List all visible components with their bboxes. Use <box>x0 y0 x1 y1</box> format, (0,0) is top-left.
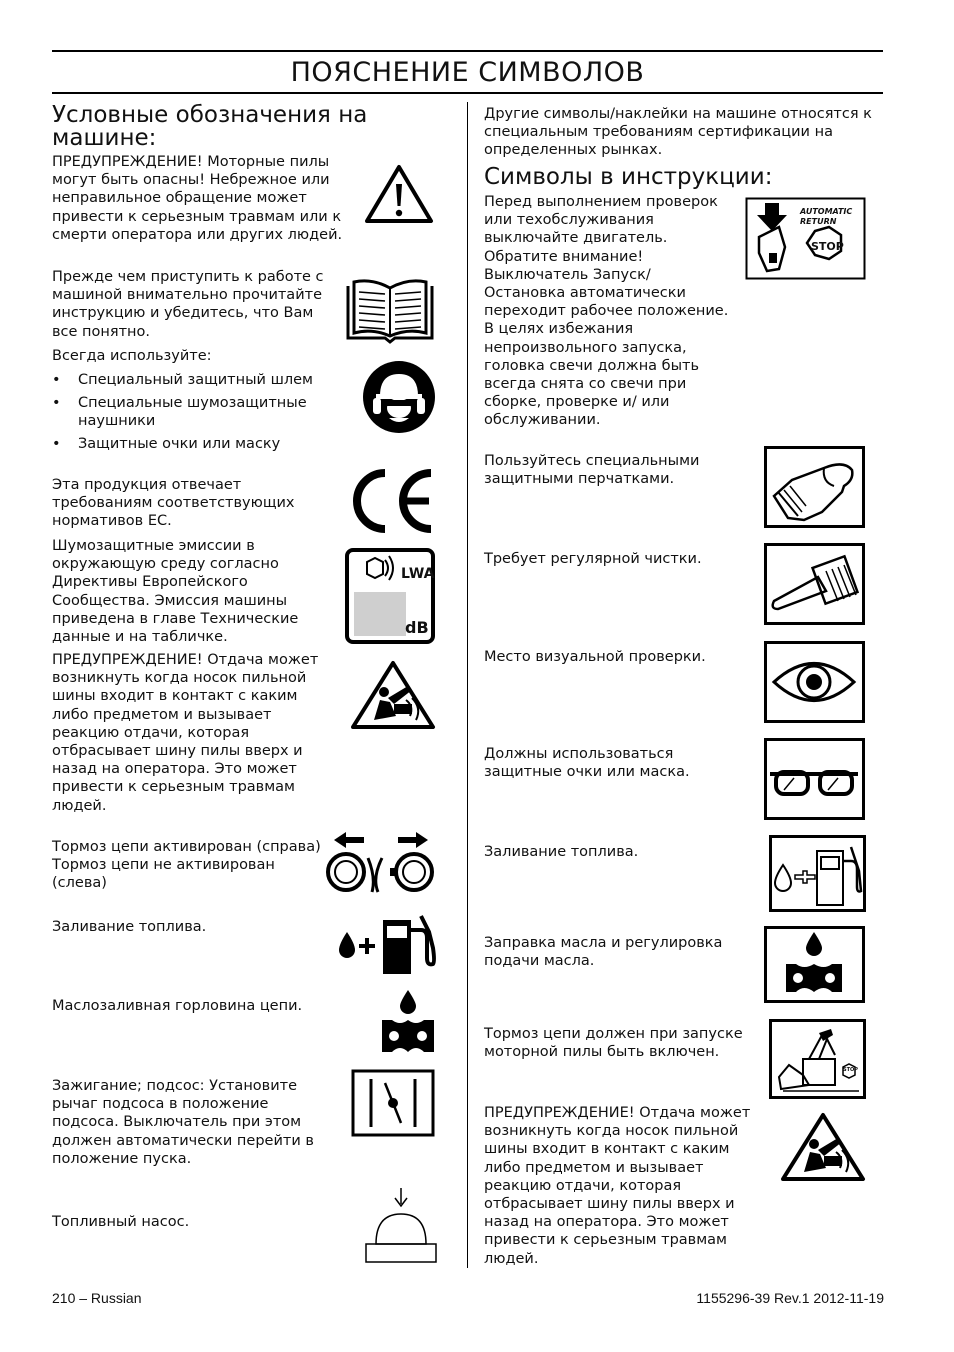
primer-bulb-icon <box>364 1186 438 1266</box>
left-chain-brake-text: Тормоз цепи активирован (справа) Тормоз цепи не активирован (слева) <box>52 839 321 892</box>
choke-lever-icon <box>351 1069 435 1137</box>
right-chain-brake-text: Тормоз цепи должен при запуске моторной пилы быть включен. <box>484 1026 743 1061</box>
footer-page-number: 210 – Russian <box>52 1290 142 1306</box>
right-visual-check-text: Место визуальной проверки. <box>484 649 706 665</box>
ce-mark-icon <box>343 467 439 535</box>
header-rule-top <box>52 50 883 52</box>
auto-return-stop-icon <box>745 197 866 280</box>
left-warning-text: ПРЕДУПРЕЖДЕНИЕ! Моторные пилы могут быть опасны! Небрежное или неправильное обращение может привести к серьезным травмам или к смерти оператора или других людей. <box>52 154 343 243</box>
right-other-symbols-text: Другие символы/наклейки на машине относятся к специальным требованиям сертификации на определенных рынках. <box>484 106 872 159</box>
bullet-helmet: • Специальный защитный шлем <box>52 372 313 388</box>
open-book-icon <box>345 278 435 344</box>
eye-icon <box>764 641 865 723</box>
right-oil-text: Заправка масла и регулировка подачи масла. <box>484 935 723 970</box>
right-gloves-text: Пользуйтесь специальными защитными перчатками. <box>484 453 700 488</box>
left-fuel-text: Заливание топлива. <box>52 919 207 935</box>
left-noise-text: Шумозащитные эмиссии в окружающую среду согласно Директивы Европейского Сообщества. Эмиссия машины приведена в главе Технические данные и на табличке. <box>52 538 299 646</box>
left-read-manual-text: Прежде чем приступить к работе с машиной внимательно прочитайте инструкцию и убедитесь, что Вам все понятно. <box>52 269 324 340</box>
stop-label: STOP <box>811 240 844 253</box>
left-always-use-text: Всегда используйте: <box>52 348 212 364</box>
left-kickback-text: ПРЕДУПРЕЖДЕНИЕ! Отдача может возникнуть когда носок пильной шины входит в контакт с каким либо предметом и вызывает реакцию отдачи, которая отбрасывает шину пилы вверх и назад на оператора. Это может привести к серьезным травмам людей. <box>52 652 319 814</box>
kickback-warning-icon <box>350 660 436 730</box>
protective-glove-icon <box>764 446 865 528</box>
db-label: dB <box>405 618 429 637</box>
left-choke-text: Зажигание; подсос: Установите рычаг подсоса в положение подсоса. Выключатель при этом должен автоматически перейти в положение пуска. <box>52 1078 314 1167</box>
safety-glasses-icon <box>764 738 865 820</box>
right-goggles-text: Должны использоваться защитные очки или маска. <box>484 746 690 781</box>
warning-triangle-icon <box>364 164 434 224</box>
lwa-label: LWA <box>401 566 435 582</box>
bullet-goggles: • Защитные очки или маску <box>52 436 281 452</box>
header-rule-bottom <box>52 92 883 94</box>
right-cleaning-text: Требует регулярной чистки. <box>484 551 702 567</box>
chain-oil-icon <box>378 988 438 1056</box>
chain-brake-start-icon <box>769 1019 866 1099</box>
chain-oil-boxed-icon <box>764 926 865 1003</box>
kickback-warning-right-icon <box>780 1112 866 1182</box>
footer-doc-id: 1155296-39 Rev.1 2012-11-19 <box>696 1290 884 1306</box>
stop-small-label: STOP <box>843 1067 858 1073</box>
left-heading: Условные обозначения на машине: <box>52 102 368 151</box>
chain-brake-arrows-icon <box>324 828 438 896</box>
fuel-pump-icon <box>335 908 437 976</box>
left-fuel-pump-text: Топливный насос. <box>52 1214 190 1230</box>
page-title: ПОЯСНЕНИЕ СИМВОЛОВ <box>290 57 645 88</box>
right-heading: Символы в инструкции: <box>484 164 773 190</box>
noise-lwa-db-icon <box>345 548 435 644</box>
right-stop-engine-text: Перед выполнением проверок или техобслуживания выключайте двигатель. Обратите внимание! Выключатель Запуск/ Остановка автоматически переходит рабочее положение. В целях избежания непроизвольного запуска, головка свечи должна быть всегда снята со свечи при сборке, проверке и/ или обслуживании. <box>484 194 729 429</box>
fuel-pump-outline-icon <box>769 835 866 912</box>
helmet-ear-protection-icon <box>362 360 436 434</box>
bullet-ear-protection: • Специальные шумозащитные наушники <box>52 395 307 430</box>
cleaning-brush-icon <box>764 543 865 625</box>
right-kickback-text: ПРЕДУПРЕЖДЕНИЕ! Отдача может возникнуть когда носок пильной шины входит в контакт с каким либо предметом и вызывает реакцию отдачи, которая отбрасывает шину пилы вверх и назад на оператора. Это может привести к серьезным травмам людей. <box>484 1105 751 1267</box>
right-fuel-text: Заливание топлива. <box>484 844 639 860</box>
left-chain-oil-text: Маслозаливная горловина цепи. <box>52 998 303 1014</box>
column-divider <box>467 102 468 1268</box>
left-ce-text: Эта продукция отвечает требованиям соответствующих нормативов ЕС. <box>52 477 295 530</box>
return-label: RETURN <box>800 217 837 226</box>
automatic-label: AUTOMATIC <box>800 207 853 216</box>
